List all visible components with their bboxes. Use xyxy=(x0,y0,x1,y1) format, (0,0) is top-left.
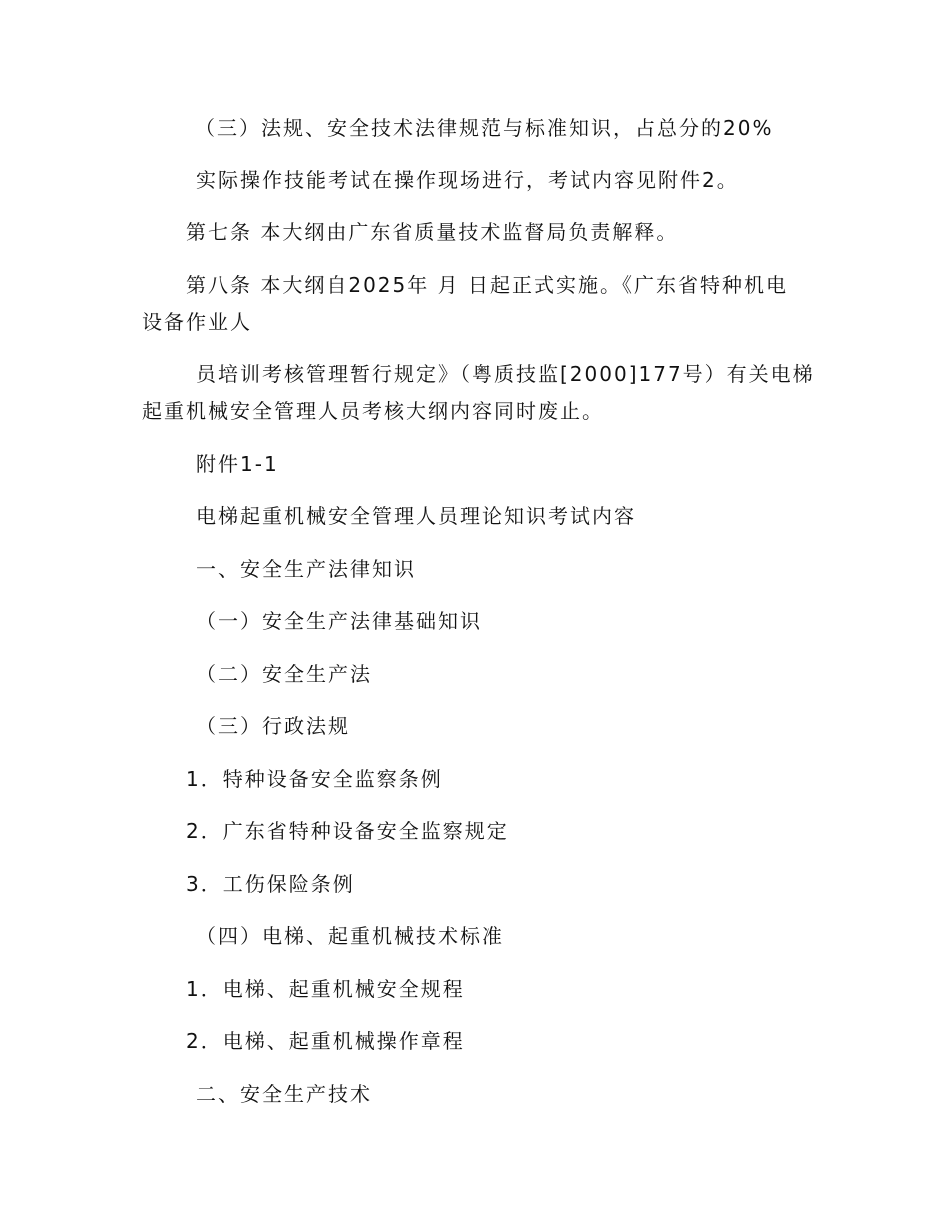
paragraph-line: 起重机械安全管理人员考核大纲内容同时废止。 xyxy=(142,399,604,423)
subsection-item: （四）电梯、起重机械技术标准 xyxy=(196,924,504,948)
subsection-item: （一）安全生产法律基础知识 xyxy=(196,609,482,633)
attachment-title: 电梯起重机械安全管理人员理论知识考试内容 xyxy=(196,504,636,528)
paragraph-line: 员培训考核管理暂行规定》（粤质技监[2000]177号）有关电梯 xyxy=(196,362,815,386)
paragraph-line: 设备作业人 xyxy=(142,310,252,334)
section-heading: 一、安全生产法律知识 xyxy=(196,557,416,581)
numbered-item: 1．特种设备安全监察条例 xyxy=(186,767,443,791)
subsection-item: （二）安全生产法 xyxy=(196,662,372,686)
numbered-item: 2．电梯、起重机械操作章程 xyxy=(186,1029,465,1053)
numbered-item: 3．工伤保险条例 xyxy=(186,872,355,896)
subsection-item: （三）行政法规 xyxy=(196,714,350,738)
paragraph-line: （三）法规、安全技术法律规范与标准知识，占总分的20% xyxy=(195,116,774,140)
article-eight: 第八条 本大纲自2025年 月 日起正式实施。《广东省特种机电 xyxy=(186,273,788,297)
article-seven: 第七条 本大纲由广东省质量技术监督局负责解释。 xyxy=(186,220,679,244)
paragraph-line: 实际操作技能考试在操作现场进行，考试内容见附件2。 xyxy=(196,168,739,192)
numbered-item: 1．电梯、起重机械安全规程 xyxy=(186,977,465,1001)
section-heading: 二、安全生产技术 xyxy=(196,1082,372,1106)
numbered-item: 2．广东省特种设备安全监察规定 xyxy=(186,819,509,843)
attachment-label: 附件1-1 xyxy=(196,452,279,476)
